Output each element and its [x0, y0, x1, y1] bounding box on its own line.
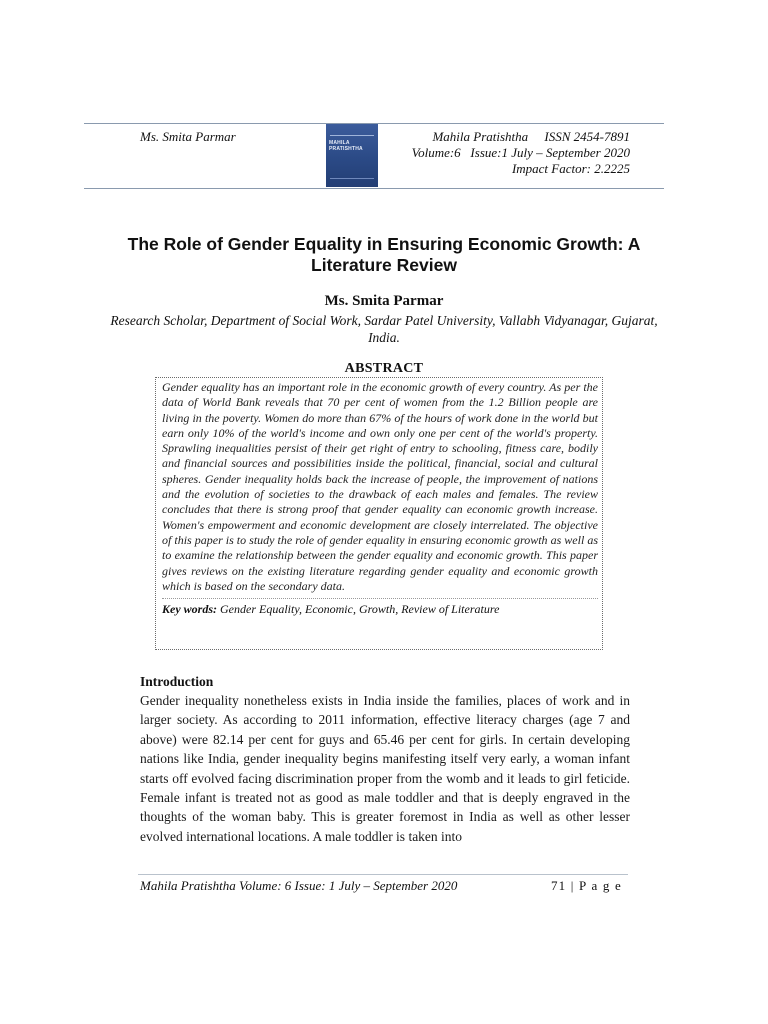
- journal-cover-image: [326, 124, 378, 187]
- introduction-text: Gender inequality nonetheless exists in India inside the families, places of work and in larger society. As according to 2011 information, effective literacy charges (age 7 and above) were 82.14 per cent for guys and 65.46 per cent for girls. In certain developing nations like India, gender inequality begins manifesting itself very early, a woman infant starts off evolved facing discrimination proper from the womb and it leads to girl feticide. Female infant is treated not as good as male toddler and that is deeply engraved in the thoughts of the woman baby. This is greater foremost in India as well as other lesser evolved international locations. A male toddler is taken into: [140, 693, 630, 844]
- keywords-label: Key words:: [162, 602, 217, 617]
- paper-title: The Role of Gender Equality in Ensuring Economic Growth: A Literature Review: [127, 234, 641, 275]
- header-impact-line: Impact Factor: 2.2225: [511, 161, 630, 176]
- introduction-heading: Introduction: [140, 674, 214, 689]
- header-author: Ms. Smita Parmar: [140, 129, 236, 144]
- abstract-text: Gender equality has an important role in the economic growth of every country. As per the data of World Bank reveals that 70 per cent of women from the 1.2 Billion people are living in the poverty. Women do more than 67% of the hours of work done in the world but earn only 10% of the world's income and own only one per cent of the world's property. Sprawling inequalities persist of their get right of entry to schooling, fitness care, bodily and financial sources and possibilities inside the political, financial, social and cultural spheres. Gender inequality holds back the increase of people, the improvement of nations and the evolution of societies to the drawback of each males and females. The review concludes that there is strong proof that gender equality can economic growth increase. Women's empowerment and economic development are closely interrelated. The objective of this paper is to study the role of gender equality in ensuring economic growth as well as to examine the relationship between the gender equality and economic growth. This paper gives reviews on the existing literature regarding gender equality and economic growth which is based on the secondary data.: [162, 380, 598, 593]
- footer-rule: [138, 874, 628, 875]
- header-bottom-rule: [84, 188, 664, 189]
- footer-journal: Mahila Pratishtha Volume: 6 Issue: 1 July – September 2020: [140, 878, 458, 893]
- cover-title: MAHILA PRATISHTHA: [329, 140, 363, 152]
- header-volume-line: Volume:6 Issue:1 July – September 2020: [411, 145, 630, 160]
- keywords: [162, 598, 598, 617]
- page-number: 71 | P a g e: [550, 878, 622, 893]
- paper-author: Ms. Smita Parmar: [324, 293, 444, 309]
- cover-decoration: [330, 178, 374, 179]
- abstract-heading: ABSTRACT: [344, 361, 424, 376]
- abstract-box: [155, 377, 603, 650]
- keywords-list: Gender Equality, Economic, Growth, Review of Literature: [220, 602, 500, 617]
- header-journal-info: [412, 129, 630, 177]
- cover-decoration: [330, 135, 374, 136]
- author-affiliation: Research Scholar, Department of Social Work, Sardar Patel University, Vallabh Vidyanagar, Gujarat, India.: [110, 313, 658, 345]
- header-journal-line: Mahila Pratishtha ISSN 2454-7891: [432, 129, 630, 144]
